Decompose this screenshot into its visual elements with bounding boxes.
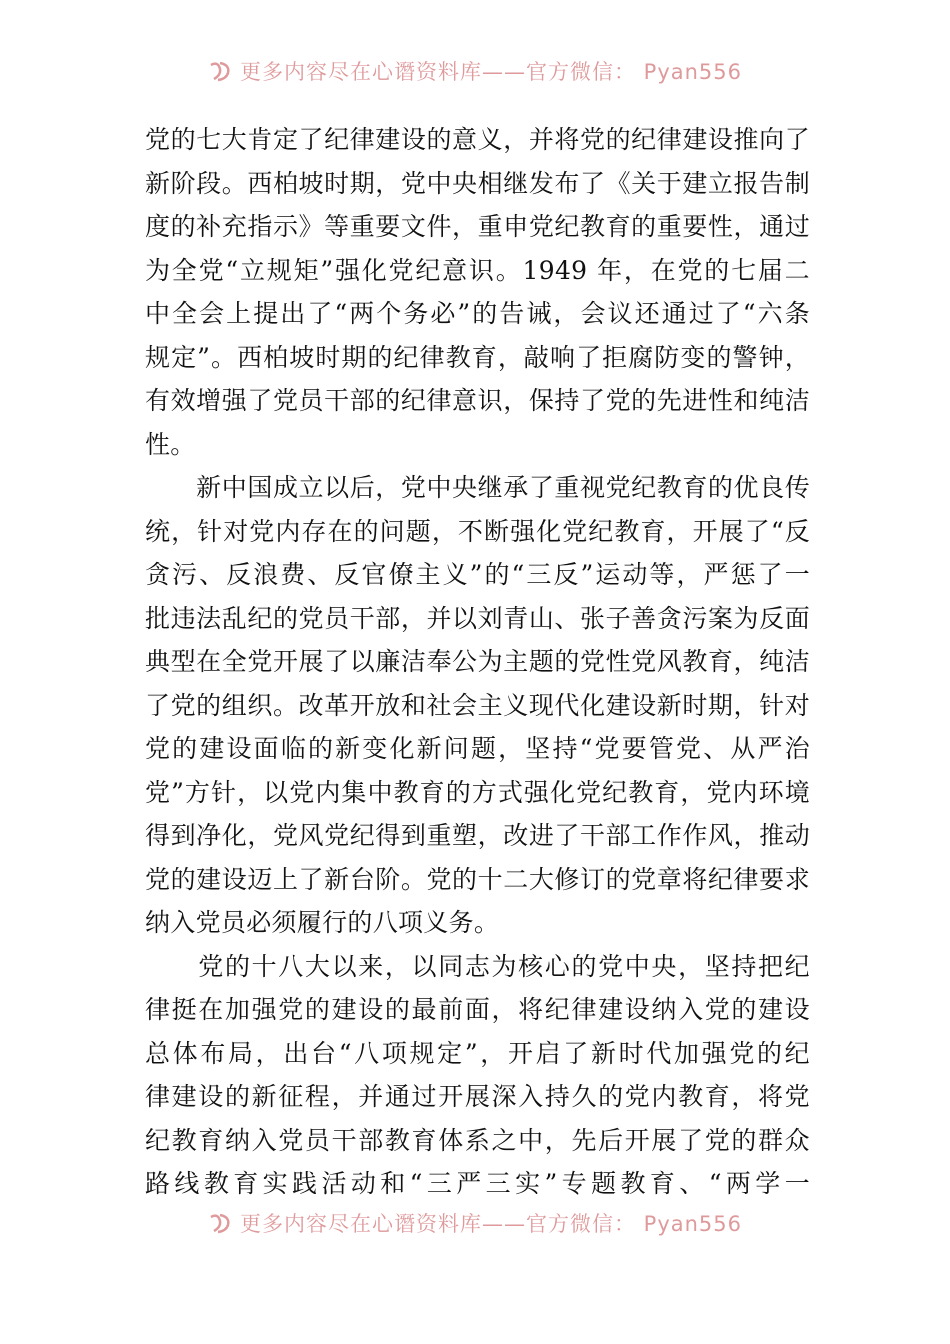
text-line: 路线教育实践活动和“三严三实”专题教育、“两学一 [145, 1169, 810, 1198]
text-line: 纪教育纳入党员干部教育体系之中，先后开展了党的群众 [145, 1125, 810, 1155]
text-line: 性。 [145, 429, 196, 459]
text-line: 为全党“立规矩”强化党纪意识。1949 年，在党的七届二 [145, 255, 810, 285]
text-line: 纳入党员必须履行的八项义务。 [145, 908, 500, 937]
text-line: 批违法乱纪的党员干部，并以刘青山、张子善贪污案为反面 [145, 603, 810, 633]
watermark-text: 更多内容尽在心谮资料库——官方微信： Pyan556 [239, 60, 743, 84]
footer-watermark [0, 1208, 950, 1238]
text-line: 新阶段。西柏坡时期，党中央相继发布了《关于建立报告制 [145, 168, 810, 198]
text-line: 典型在全党开展了以廉洁奉公为主题的党性党风教育，纯洁 [145, 647, 810, 676]
text-line: 统，针对党内存在的问题，不断强化党纪教育，开展了“反 [145, 516, 810, 546]
text-line: 中全会上提出了“两个务必”的告诫，会议还通过了“六条 [145, 299, 810, 328]
text-line: 总体布局，出台“八项规定”，开启了新时代加强党的纪 [145, 1038, 810, 1068]
text-line: 律建设的新征程，并通过开展深入持久的党内教育，将党 [145, 1082, 810, 1111]
text-line: 党的十八大以来，以同志为核心的党中央，坚持把纪 [145, 951, 810, 981]
text-line: 党的建设迈上了新台阶。党的十二大修订的党章将纪律要求 [145, 864, 810, 894]
watermark-logo-icon [208, 1211, 234, 1235]
text-line: 了党的组织。改革开放和社会主义现代化建设新时期，针对 [145, 690, 810, 720]
header-watermark [0, 56, 950, 86]
text-line: 党”方针，以党内集中教育的方式强化党纪教育，党内环境 [145, 777, 810, 807]
text-line: 度的补充指示》等重要文件，重申党纪教育的重要性，通过 [145, 212, 810, 241]
text-line: 党的七大肯定了纪律建设的意义，并将党的纪律建设推向了 [145, 125, 810, 154]
document-body [145, 118, 810, 1206]
watermark-logo-icon [208, 59, 234, 83]
text-line: 规定”。西柏坡时期的纪律教育，敲响了拒腐防变的警钟， [145, 342, 810, 372]
text-line: 党的建设面临的新变化新问题，坚持“党要管党、从严治 [145, 734, 810, 763]
text-line: 有效增强了党员干部的纪律意识，保持了党的先进性和纯洁 [145, 386, 810, 415]
text-line: 新中国成立以后，党中央继承了重视党纪教育的优良传 [145, 473, 810, 502]
text-line: 得到净化，党风党纪得到重塑，改进了干部工作作风，推动 [145, 821, 810, 850]
text-line: 贪污、反浪费、反官僚主义”的“三反”运动等，严惩了一 [145, 560, 810, 589]
text-line: 律挺在加强党的建设的最前面，将纪律建设纳入党的建设 [145, 995, 810, 1024]
watermark-text: 更多内容尽在心谮资料库——官方微信： Pyan556 [239, 1212, 743, 1236]
